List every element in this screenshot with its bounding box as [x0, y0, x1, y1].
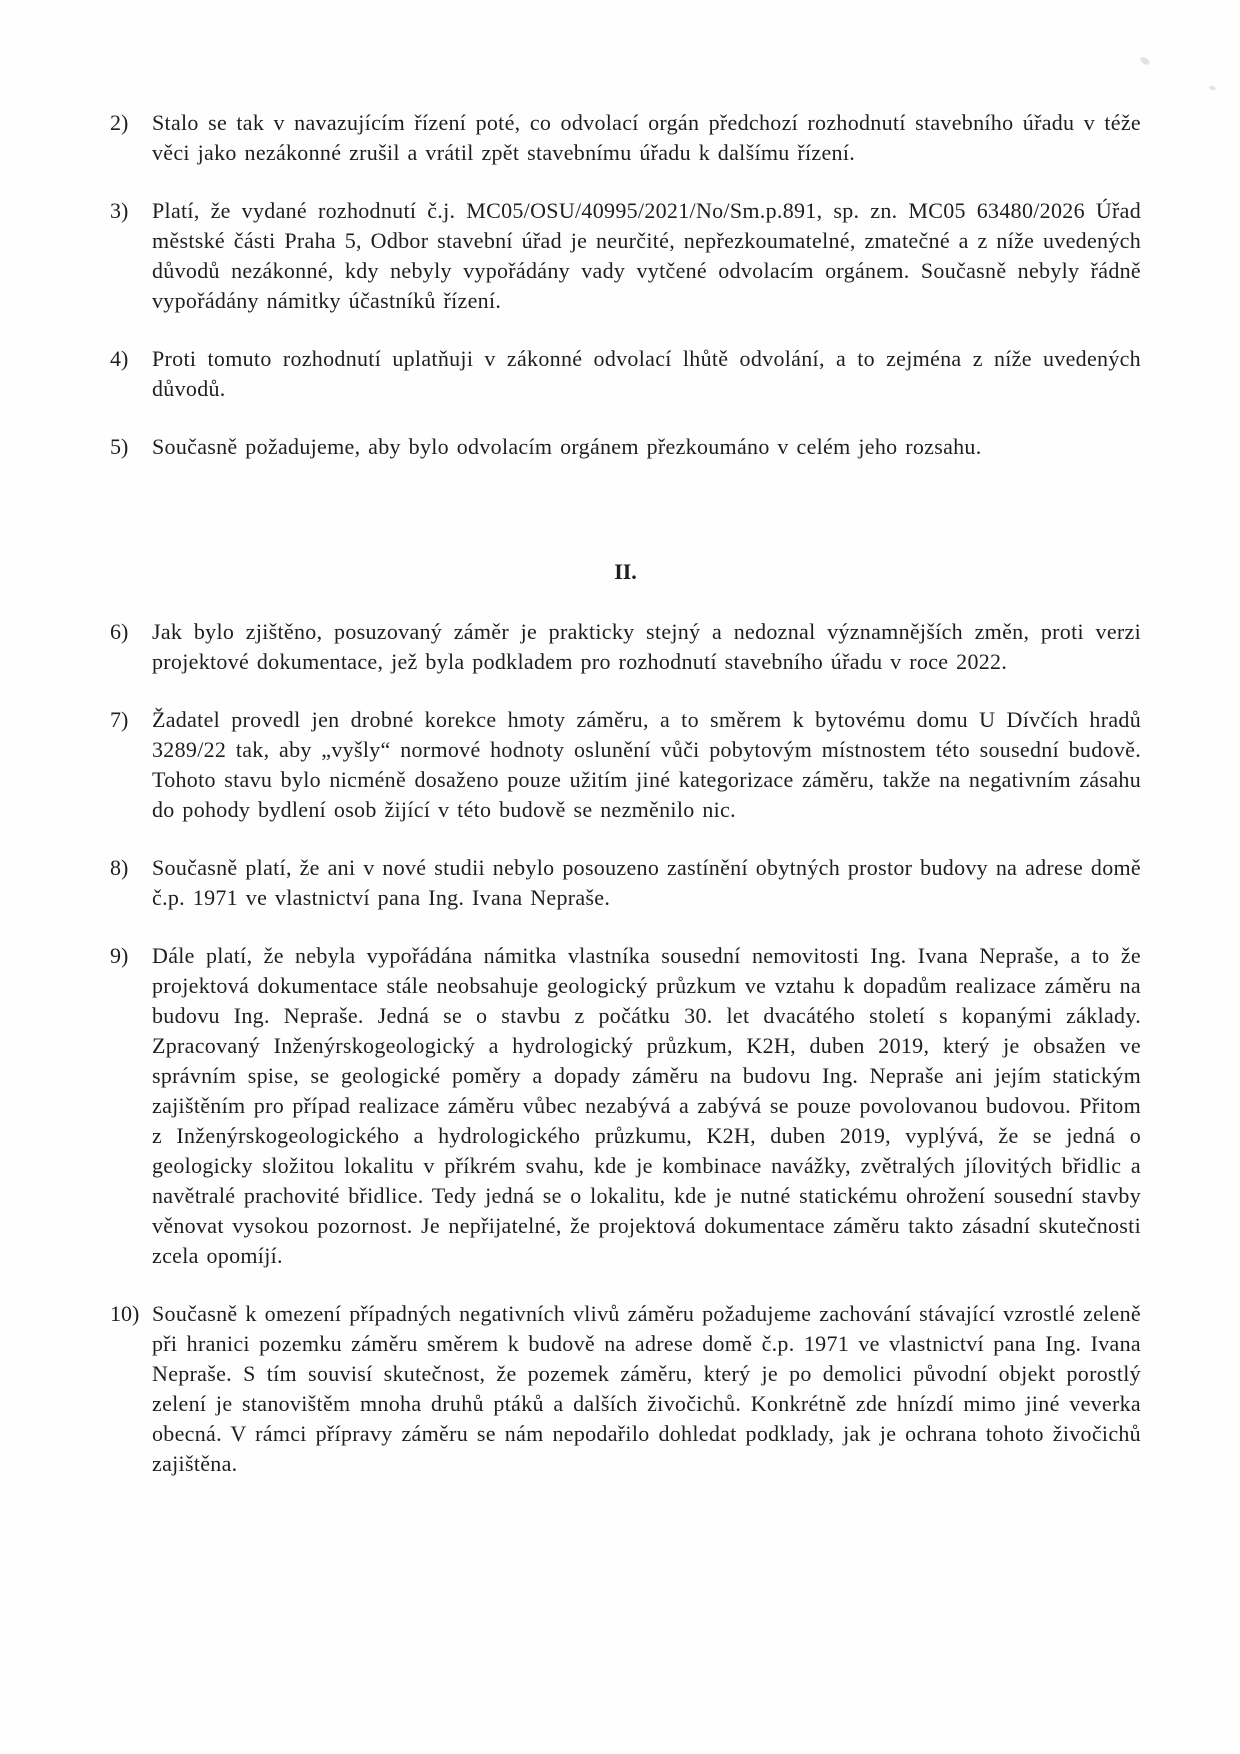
- paragraph-text: Proti tomuto rozhodnutí uplatňuji v zákonné odvolací lhůtě odvolání, a to zejména z níže uvedených důvodů.: [152, 346, 1141, 401]
- paragraph-number: 4): [110, 346, 129, 371]
- paragraph-text: Žadatel provedl jen drobné korekce hmoty záměru, a to směrem k bytovému domu U Dívčích hradů 3289/22 tak, aby „vyšly“ normové hodnoty oslunění vůči pobytovým místnostem této sousední budově. Tohoto stavu bylo nicméně dosaženo pouze užitím jiné kategorizace záměru, takže na negativním zásahu do pohody bydlení osob žijící v této budově se nezměnilo nic.: [152, 707, 1141, 822]
- paragraph-4: [110, 344, 1141, 404]
- paragraph-text: Současně požadujeme, aby bylo odvolacím orgánem přezkoumáno v celém jeho rozsahu.: [152, 434, 982, 459]
- paragraph-number: 10): [110, 1301, 140, 1326]
- paragraph-text: Stalo se tak v navazujícím řízení poté, co odvolací orgán předchozí rozhodnutí stavebního úřadu v téže věci jako nezákonné zrušil a vrátil zpět stavebnímu úřadu k dalšímu řízení.: [152, 110, 1141, 165]
- paragraph-text: Současně k omezení případných negativních vlivů záměru požadujeme zachování stávající vzrostlé zeleně při hranici pozemku záměru směrem k budově na adrese domě č.p. 1971 ve vlastnictví pana Ing. Ivana Nepraše. S tím souvisí skutečnost, že pozemek záměru, který je po demolici původní objekt porostlý zelení je stanovištěm mnoha druhů ptáků a dalších živočichů. Konkrétně zde hnízdí mimo jiné veverka obecná. V rámci přípravy záměru se nám nepodařilo dohledat podklady, jak je ochrana tohoto živočichů zajištěna.: [152, 1301, 1141, 1476]
- scan-artifact: [1139, 56, 1151, 67]
- paragraph-6: [110, 617, 1141, 677]
- paragraph-2: [110, 108, 1141, 168]
- paragraph-number: 7): [110, 707, 129, 732]
- paragraph-3: [110, 196, 1141, 316]
- paragraph-number: 8): [110, 855, 129, 880]
- paragraph-text: Jak bylo zjištěno, posuzovaný záměr je prakticky stejný a nedoznal významnějších změn, proti verzi projektové dokumentace, jež byla podkladem pro rozhodnutí stavebního úřadu v roce 2022.: [152, 619, 1141, 674]
- paragraph-number: 2): [110, 110, 129, 135]
- paragraph-text: Dále platí, že nebyla vypořádána námitka vlastníka sousední nemovitosti Ing. Ivana Nepraše, a to že projektová dokumentace stále neobsahuje geologický průzkum ve vztahu k dopadům realizace záměru na budovu Ing. Nepraše. Jedná se o stavbu z počátku 30. let dvacátého století s kopanými základy. Zpracovaný Inženýrskogeologický a hydrologický průzkum, K2H, duben 2019, který je obsažen ve správním spise, se geologické poměry a dopady záměru na budovu Ing. Nepraše ani jejím statickým zajištěním pro případ realizace záměru vůbec nezabývá a zabývá se pouze povolovanou budovou. Přitom z Inženýrskogeologického a hydrologického průzkumu, K2H, duben 2019, vyplývá, že se jedná o geologicky složitou lokalitu v příkrém svahu, kde je kombinace navážky, zvětralých jílovitých břidlic a navětralé prachovité břidlice. Tedy jedná se o lokalitu, kde je nutné statickému ohrožení sousední stavby věnovat vysokou pozornost. Je nepřijatelné, že projektová dokumentace záměru takto zásadní skutečnosti zcela opomíjí.: [152, 943, 1141, 1268]
- paragraph-number: 9): [110, 943, 129, 968]
- paragraph-10: [110, 1299, 1141, 1479]
- paragraph-text: Platí, že vydané rozhodnutí č.j. MC05/OSU/40995/2021/No/Sm.p.891, sp. zn. MC05 63480/2026 Úřad městské části Praha 5, Odbor stavební úřad je neurčité, nepřezkoumatelné, zmatečné a z níže uvedených důvodů nezákonné, kdy nebyly vypořádány vady vytčené odvolacím orgánem. Současně nebyly řádně vypořádány námitky účastníků řízení.: [152, 198, 1141, 313]
- paragraph-9: [110, 941, 1141, 1271]
- paragraph-number: 5): [110, 434, 129, 459]
- paragraph-7: [110, 705, 1141, 825]
- document-body: [110, 108, 1141, 1507]
- paragraph-number: 3): [110, 198, 129, 223]
- paragraph-5: [110, 432, 1141, 462]
- paragraph-number: 6): [110, 619, 129, 644]
- section-heading-ii: II.: [614, 559, 637, 584]
- scan-artifact: [1209, 85, 1217, 91]
- paragraph-8: [110, 853, 1141, 913]
- paragraph-text: Současně platí, že ani v nové studii nebylo posouzeno zastínění obytných prostor budovy na adrese domě č.p. 1971 ve vlastnictví pana Ing. Ivana Nepraše.: [152, 855, 1141, 910]
